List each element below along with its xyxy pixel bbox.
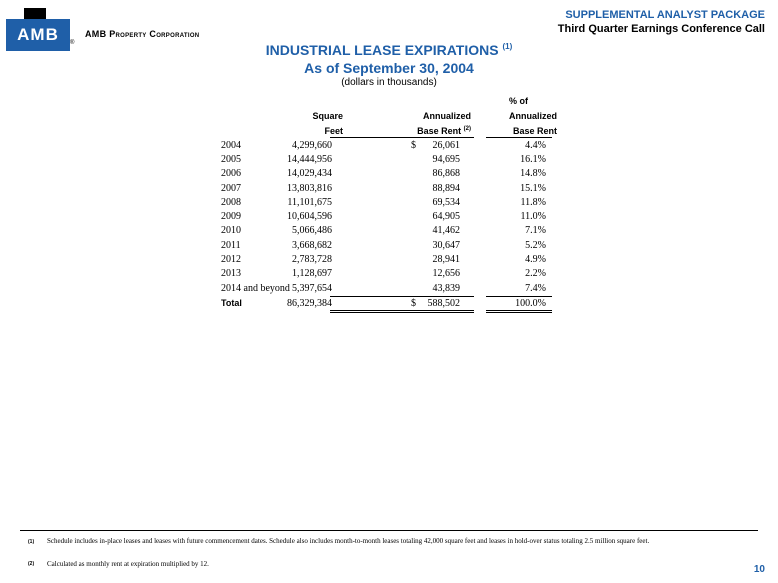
col-header-rent-1: Annualized: [422, 111, 471, 121]
col-header-sqft-1: Square: [312, 111, 343, 121]
table-row: 2010 5,066,486 41,462 7.1%: [221, 225, 546, 236]
total-rule-rent-1: [400, 310, 474, 311]
header-rule-pct: [486, 137, 552, 138]
total-row: Total 86,329,384 $ 588,502 100.0%: [221, 298, 546, 309]
table-row: 2014 and beyond 5,397,654 43,839 7.4%: [221, 283, 546, 294]
call-title: Third Quarter Earnings Conference Call: [557, 23, 765, 35]
footnote-2-text: Calculated as monthly rent at expiration multiplied by 12.: [47, 560, 209, 568]
table-row: 2004 4,299,660 $ 26,061 4.4%: [221, 140, 546, 151]
col-header-sqft-2: Feet: [324, 126, 343, 136]
title-footnote-ref: (1): [502, 42, 513, 51]
as-of-date: As of September 30, 2004: [304, 60, 474, 76]
package-title: SUPPLEMENTAL ANALYST PACKAGE: [565, 9, 765, 21]
table-row: 2009 10,604,596 64,905 11.0%: [221, 211, 546, 222]
total-rule-pct-1: [486, 310, 552, 311]
table-row: 2011 3,668,682 30,647 5.2%: [221, 240, 546, 251]
registered-mark: ®: [70, 40, 75, 46]
total-rule-pct-2: [486, 312, 552, 313]
table-row: 2006 14,029,434 86,868 14.8%: [221, 168, 546, 179]
col-header-pct-1: Annualized: [508, 111, 557, 121]
footnote-1-mark: (1): [28, 539, 35, 545]
col-header-pct-2: Base Rent: [512, 126, 557, 136]
company-name: AMB Property Corporation: [85, 29, 200, 39]
col-header-pct-0: % of: [509, 96, 528, 106]
table-row: 2013 1,128,697 12,656 2.2%: [221, 268, 546, 279]
table-row: 2007 13,803,816 88,894 15.1%: [221, 183, 546, 194]
rent-footnote-ref: (2): [463, 126, 471, 132]
subtotal-rule-rent: [400, 296, 474, 297]
table-row: 2008 11,101,675 69,534 11.8%: [221, 197, 546, 208]
header-rule-rent: [400, 137, 474, 138]
table-row: 2012 2,783,728 28,941 4.9%: [221, 254, 546, 265]
table-row: 2005 14,444,956 94,695 16.1%: [221, 154, 546, 165]
col-header-rent-2: Base Rent $^{(2)}$: [417, 126, 471, 136]
footnote-2-mark: (2): [28, 561, 35, 567]
subtotal-rule-pct: [486, 296, 552, 297]
page-title: INDUSTRIAL LEASE EXPIRATIONS $^{(1)}$: [265, 42, 513, 58]
footnote-1-text: Schedule includes in-place leases and leases with future commencement dates. Schedule also includes month-to-month leases totaling 42,000 square feet and leases in hold-over status totaling 2.5 million square feet.: [47, 537, 650, 545]
units-note: (dollars in thousands): [341, 77, 437, 88]
logo-text: AMB: [17, 25, 59, 44]
page-number: 10: [753, 564, 765, 575]
total-rule-rent-2: [400, 312, 474, 313]
